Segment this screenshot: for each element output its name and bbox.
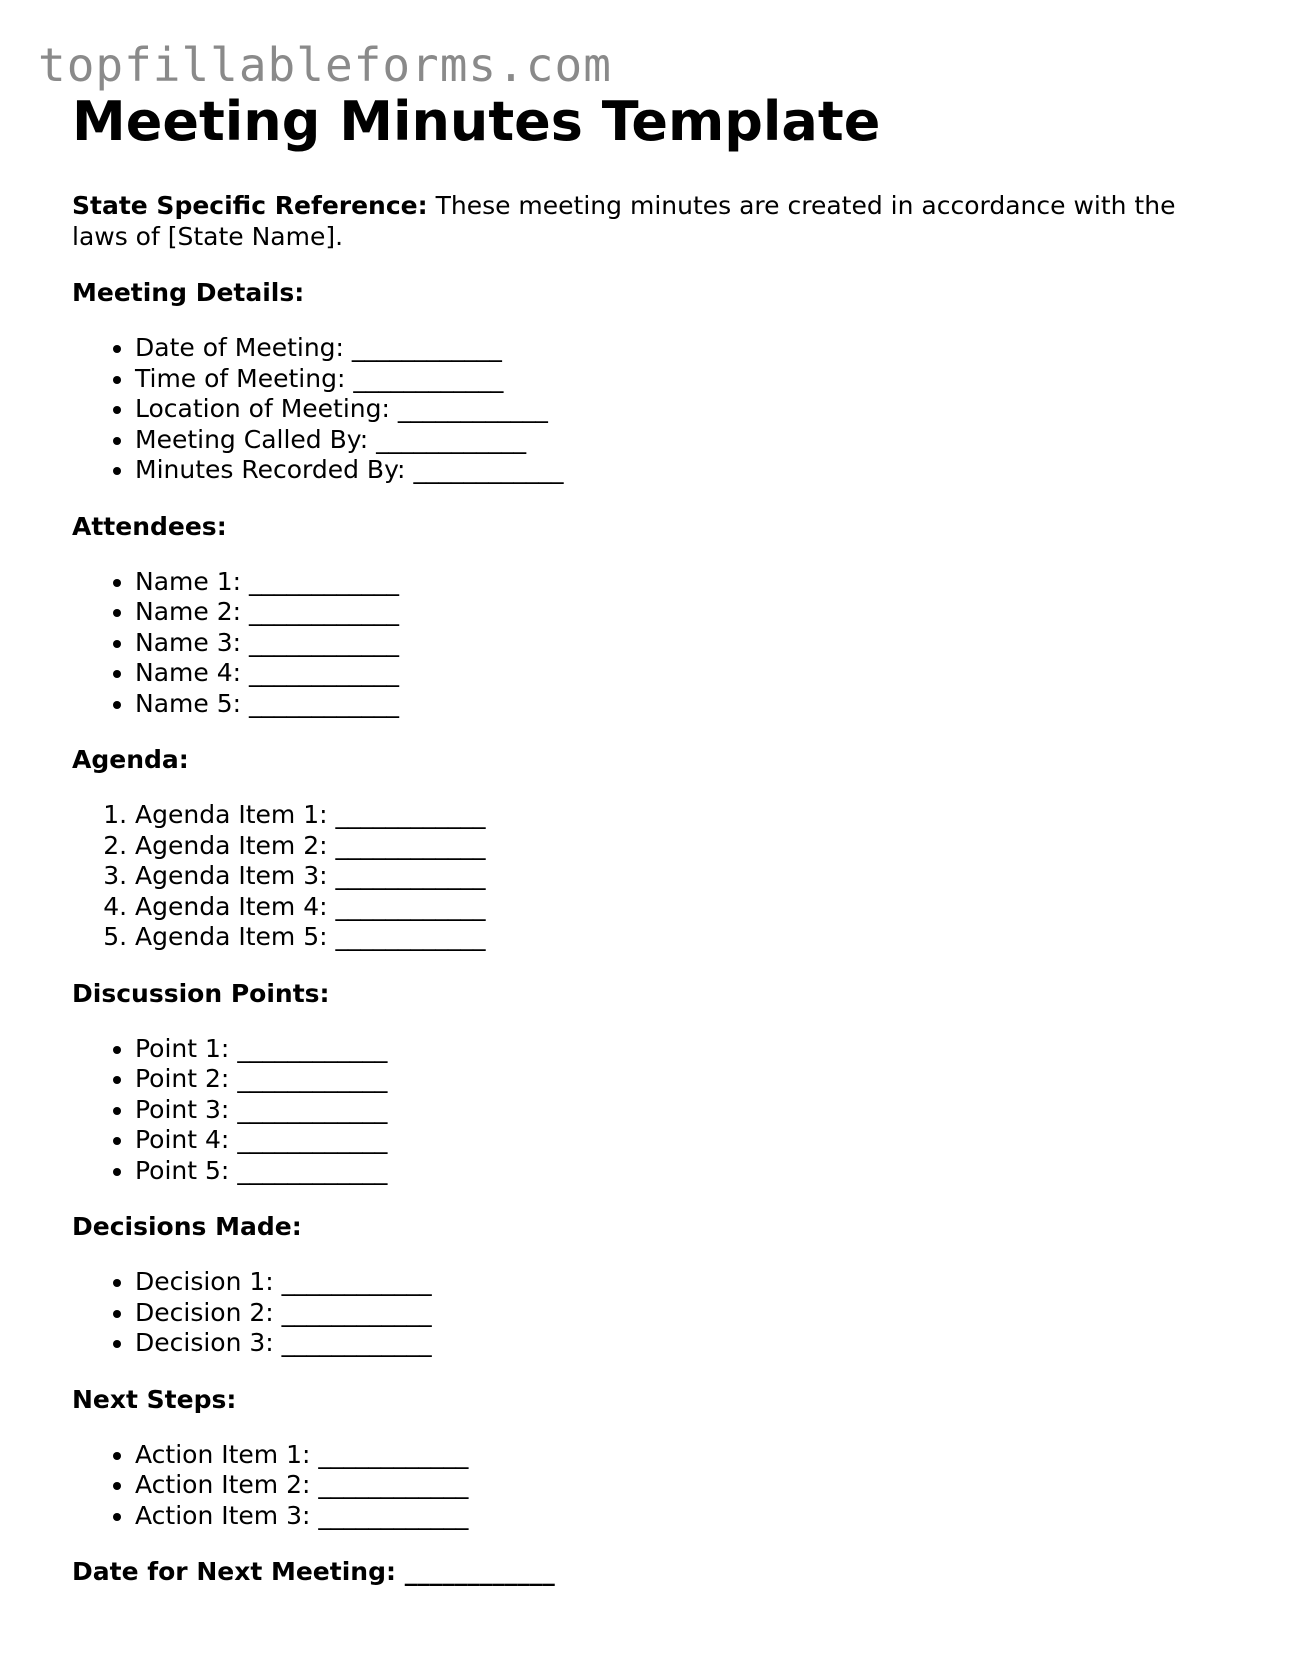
list-item [135,1125,1232,1156]
page-title: Meeting Minutes Template [72,90,881,153]
meeting-details-list [72,333,1232,486]
list-item [135,892,1232,923]
field-label: Point 3: [135,1094,230,1124]
state-reference-label: State Specific Reference: [72,191,428,220]
fill-in-blank[interactable]: ____________ [248,658,399,687]
decisions-heading: Decisions Made: [72,1212,302,1241]
attendees-heading: Attendees: [72,511,227,541]
fill-in-blank[interactable]: ____________ [397,394,548,423]
fill-in-blank[interactable]: ____________ [248,627,399,657]
field-label: Point 2: [135,1064,230,1093]
fill-in-blank[interactable]: ____________ [237,1125,388,1154]
fill-in-blank[interactable]: ____________ [335,800,486,829]
fill-in-blank[interactable]: ____________ [237,1064,388,1093]
field-label: Action Item 3: [135,1500,311,1530]
attendees-section [72,511,1232,720]
list-item [135,1156,1232,1187]
list-item [135,1034,1232,1065]
fill-in-blank[interactable]: ____________ [281,1297,432,1327]
field-label: Action Item 2: [135,1470,311,1499]
fill-in-blank[interactable]: ____________ [318,1500,469,1530]
discussion-points-section [72,978,1232,1187]
list-item [135,333,1232,364]
next-steps-section [72,1384,1232,1532]
attendees-list [72,567,1232,720]
fill-in-blank[interactable]: ____________ [237,1094,388,1124]
agenda-section [72,744,1232,953]
next-steps-heading: Next Steps: [72,1384,237,1414]
list-item [135,1328,1232,1359]
list-item [135,831,1232,862]
list-item [135,425,1232,456]
meeting-details-heading: Meeting Details: [72,278,305,307]
field-label: Decision 1: [135,1267,274,1296]
fill-in-blank[interactable]: ____________ [335,830,486,860]
list-item [135,689,1232,720]
list-item [135,567,1232,598]
fill-in-blank[interactable]: ____________ [351,333,502,362]
document-body [72,88,1232,1587]
field-label: Location of Meeting: [135,394,390,423]
fill-in-blank[interactable]: ____________ [376,424,527,454]
next-meeting-section [72,1556,1232,1587]
list-item [135,1064,1232,1095]
state-reference [72,190,1232,252]
fill-in-blank[interactable]: ____________ [281,1328,432,1357]
state-reference-text: These meeting minutes are created in accordance with the laws of [State Name]. [72,191,1176,251]
field-label: Name 1: [135,566,242,596]
field-label: Name 4: [135,658,242,687]
list-item [135,1501,1232,1532]
fill-in-blank[interactable]: ____________ [318,1439,469,1469]
field-label: Decision 3: [135,1328,274,1357]
list-item [135,861,1232,892]
fill-in-blank[interactable]: ____________ [248,597,399,626]
field-label: Meeting Called By: [135,424,369,454]
list-item [135,364,1232,395]
discussion-points-list [72,1034,1232,1187]
agenda-heading: Agenda: [72,745,189,774]
list-item [135,628,1232,659]
field-label: Point 4: [135,1125,230,1154]
list-item [135,394,1232,425]
field-label: Point 5: [135,1155,230,1185]
fill-in-blank[interactable]: ____________ [237,1155,388,1185]
list-item [135,597,1232,628]
field-label: Agenda Item 5: [135,922,328,951]
field-label: Minutes Recorded By: [135,455,406,484]
fill-in-blank[interactable]: ____________ [413,455,564,484]
discussion-points-heading: Discussion Points: [72,978,330,1008]
list-item [135,800,1232,831]
list-item [135,455,1232,486]
watermark: topfillableforms.com [38,38,612,92]
fill-in-blank[interactable]: ____________ [335,861,486,890]
list-item [135,922,1232,953]
field-label: Point 1: [135,1033,230,1063]
field-label: Name 2: [135,597,242,626]
field-label: Name 3: [135,627,242,657]
next-meeting-line [72,1556,1232,1587]
list-item [135,658,1232,689]
next-meeting-label: Date for Next Meeting: [72,1557,396,1586]
list-item [135,1298,1232,1329]
decisions-list [72,1267,1232,1359]
field-label: Agenda Item 3: [135,861,328,890]
field-label: Time of Meeting: [135,363,346,393]
field-label: Name 5: [135,688,242,718]
fill-in-blank[interactable]: ____________ [237,1033,388,1063]
field-label: Agenda Item 1: [135,800,328,829]
fill-in-blank[interactable]: ____________ [248,566,399,596]
agenda-list [72,800,1232,953]
field-label: Action Item 1: [135,1439,311,1469]
fill-in-blank[interactable]: ____________ [281,1267,432,1296]
fill-in-blank[interactable]: ____________ [335,922,486,951]
field-label: Agenda Item 4: [135,891,328,921]
list-item [135,1095,1232,1126]
list-item [135,1440,1232,1471]
list-item [135,1267,1232,1298]
meeting-details-section [72,277,1232,486]
fill-in-blank[interactable]: ____________ [335,891,486,921]
decisions-section [72,1211,1232,1359]
fill-in-blank[interactable]: ____________ [318,1470,469,1499]
next-steps-list [72,1440,1232,1532]
fill-in-blank[interactable]: ____________ [353,363,504,393]
field-label: Agenda Item 2: [135,830,328,860]
fill-in-blank[interactable]: ____________ [248,688,399,718]
field-label: Date of Meeting: [135,333,344,362]
field-label: Decision 2: [135,1297,274,1327]
fill-in-blank[interactable]: ____________ [404,1557,555,1586]
list-item [135,1470,1232,1501]
